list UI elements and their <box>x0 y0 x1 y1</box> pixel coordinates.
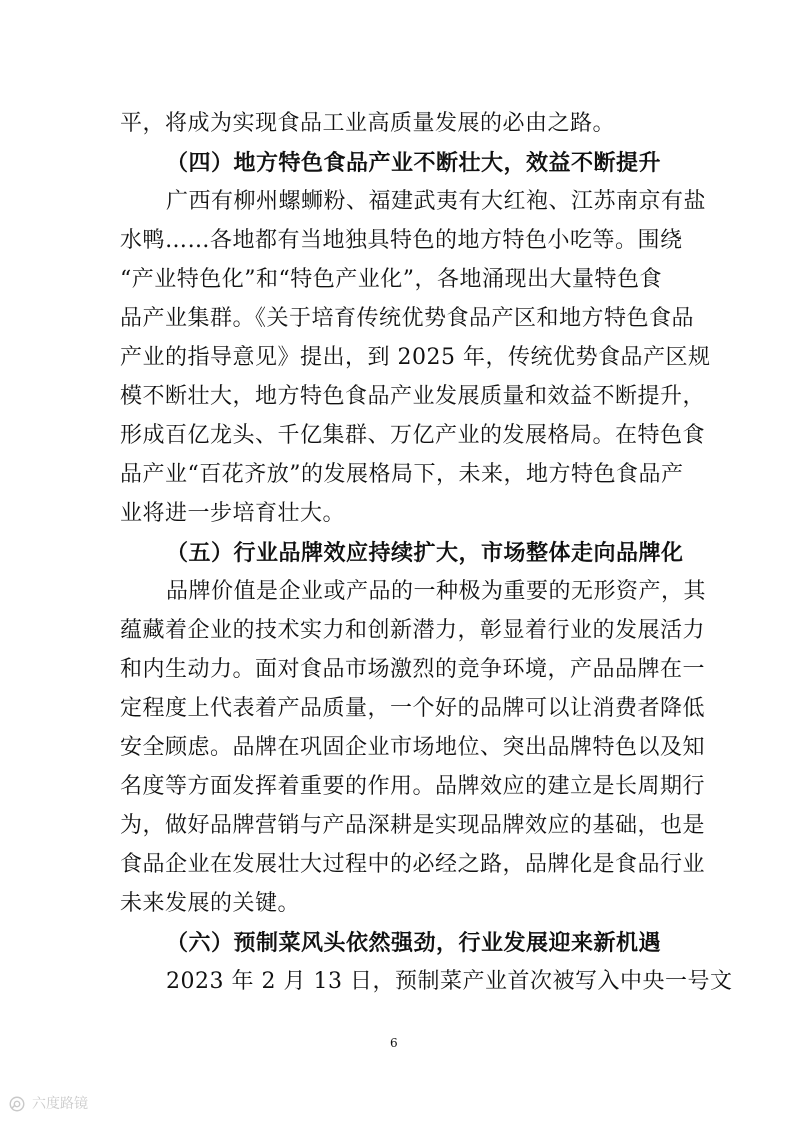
page-number: 6 <box>390 1036 398 1050</box>
paragraph-line: 水鸭……各地都有当地独具特色的地方特色小吃等。围绕 <box>120 228 683 253</box>
paragraph-line: 未来发展的关键。 <box>120 891 301 916</box>
paragraph-line: 定程度上代表着产品质量，一个好的品牌可以让消费者降低 <box>120 696 706 721</box>
paragraph-line: 广西有柳州螺蛳粉、福建武夷有大红袍、江苏南京有盐 <box>166 189 707 214</box>
section-heading: （四）地方特色食品产业不断壮大，效益不断提升 <box>166 150 662 176</box>
watermark-text: 六度路镜 <box>32 1096 88 1112</box>
paragraph-line: 为，做好品牌营销与产品深耕是实现品牌效应的基础，也是 <box>120 813 706 838</box>
section-heading: （六）预制菜风头依然强劲，行业发展迎来新机遇 <box>166 930 662 956</box>
watermark <box>8 1094 88 1114</box>
paragraph-line: 品产业集群。《关于培育传统优势食品产区和地方特色食品 <box>120 306 695 331</box>
paragraph-line: 品牌价值是企业或产品的一种极为重要的无形资产，其 <box>166 579 707 604</box>
paragraph-line: 产业的指导意见》提出，到 2025 年，传统优势食品产区规 <box>120 345 711 370</box>
section-heading: （五）行业品牌效应持续扩大，市场整体走向品牌化 <box>166 540 684 566</box>
paragraph-line: 食品企业在发展壮大过程中的必经之路，品牌化是食品行业 <box>120 852 706 877</box>
watermark-logo-icon <box>8 1095 26 1113</box>
paragraph-line: 品产业“百花齐放”的发展格局下，未来，地方特色食品产 <box>120 462 684 487</box>
paragraph-line: 安全顾虑。品牌在巩固企业市场地位、突出品牌特色以及知 <box>120 735 706 760</box>
paragraph-line: 模不断壮大，地方特色食品产业发展质量和效益不断提升， <box>120 384 706 409</box>
paragraph-line: 和内生动力。面对食品市场激烈的竞争环境，产品品牌在一 <box>120 657 706 682</box>
paragraph-line: 平，将成为实现食品工业高质量发展的必由之路。 <box>120 111 616 136</box>
paragraph-line: 形成百亿龙头、千亿集群、万亿产业的发展格局。在特色食 <box>120 423 706 448</box>
paragraph-line: 2023 年 2 月 13 日，预制菜产业首次被写入中央一号文 <box>166 969 733 994</box>
paragraph-line: 蕴藏着企业的技术实力和创新潜力，彰显着行业的发展活力 <box>120 618 706 643</box>
paragraph-line: 业将进一步培育壮大。 <box>120 501 346 526</box>
paragraph-line: 名度等方面发挥着重要的作用。品牌效应的建立是长周期行 <box>120 774 706 799</box>
paragraph-line: “产业特色化”和“特色产业化”，各地涌现出大量特色食 <box>120 267 662 292</box>
